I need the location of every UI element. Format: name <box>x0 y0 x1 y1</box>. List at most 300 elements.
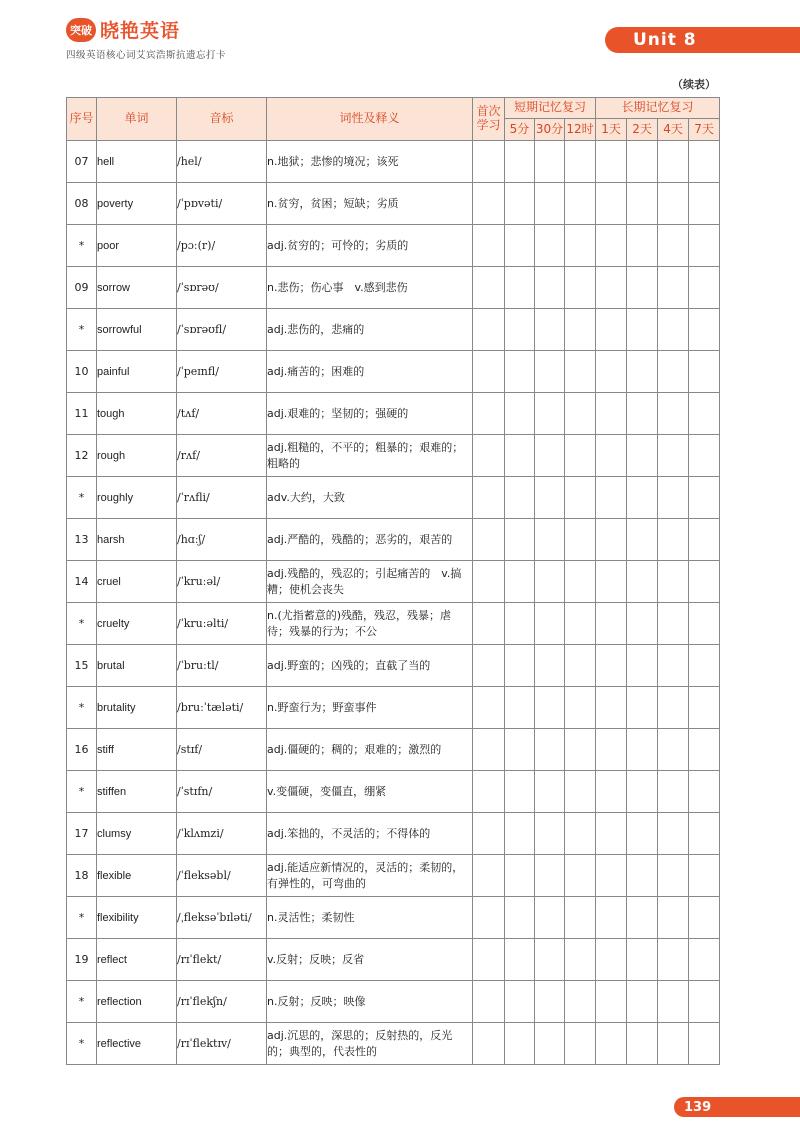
row-number: * <box>67 687 97 729</box>
table-row <box>67 183 720 225</box>
review-checkbox-cell[interactable] <box>658 393 689 435</box>
review-checkbox-cell[interactable] <box>473 519 505 561</box>
header-ipa: 音标 <box>177 98 267 141</box>
review-checkbox-cell[interactable] <box>565 771 596 813</box>
review-checkbox-cell[interactable] <box>627 225 658 267</box>
review-checkbox-cell[interactable] <box>658 855 689 897</box>
brand-logo <box>66 16 180 43</box>
review-checkbox-cell[interactable] <box>596 141 627 183</box>
review-checkbox-cell[interactable] <box>535 393 565 435</box>
review-checkbox-cell[interactable] <box>658 645 689 687</box>
review-checkbox-cell[interactable] <box>658 309 689 351</box>
row-word: sorrowful <box>97 309 177 351</box>
review-checkbox-cell[interactable] <box>505 813 535 855</box>
review-checkbox-cell[interactable] <box>565 981 596 1023</box>
review-checkbox-cell[interactable] <box>689 141 720 183</box>
header-first-study: 首次学习 <box>473 98 505 141</box>
review-checkbox-cell[interactable] <box>565 813 596 855</box>
table-row <box>67 519 720 561</box>
review-checkbox-cell[interactable] <box>505 939 535 981</box>
review-checkbox-cell[interactable] <box>473 183 505 225</box>
review-checkbox-cell[interactable] <box>596 645 627 687</box>
page-number: 139 <box>674 1097 800 1117</box>
row-word: brutal <box>97 645 177 687</box>
review-checkbox-cell[interactable] <box>535 729 565 771</box>
row-phonetic: /ˈkruːəl/ <box>177 561 267 603</box>
row-word: stiffen <box>97 771 177 813</box>
row-number: 19 <box>67 939 97 981</box>
review-checkbox-cell[interactable] <box>565 351 596 393</box>
review-checkbox-cell[interactable] <box>535 897 565 939</box>
table-row <box>67 939 720 981</box>
table-row <box>67 435 720 477</box>
review-checkbox-cell[interactable] <box>565 603 596 645</box>
review-checkbox-cell[interactable] <box>505 561 535 603</box>
review-checkbox-cell[interactable] <box>535 561 565 603</box>
review-checkbox-cell[interactable] <box>473 645 505 687</box>
review-checkbox-cell[interactable] <box>535 813 565 855</box>
table-row <box>67 813 720 855</box>
review-checkbox-cell[interactable] <box>565 519 596 561</box>
row-word: harsh <box>97 519 177 561</box>
table-row <box>67 897 720 939</box>
logo-badge: 突破 <box>66 18 96 42</box>
row-word: cruelty <box>97 603 177 645</box>
review-checkbox-cell[interactable] <box>627 645 658 687</box>
header-no: 序号 <box>67 98 97 141</box>
row-phonetic: /ˈstɪfn/ <box>177 771 267 813</box>
row-number: 13 <box>67 519 97 561</box>
review-checkbox-cell[interactable] <box>596 309 627 351</box>
review-checkbox-cell[interactable] <box>505 477 535 519</box>
review-checkbox-cell[interactable] <box>596 225 627 267</box>
review-checkbox-cell[interactable] <box>473 477 505 519</box>
review-checkbox-cell[interactable] <box>658 981 689 1023</box>
review-checkbox-cell[interactable] <box>596 687 627 729</box>
row-phonetic: /ˈkruːəlti/ <box>177 603 267 645</box>
header-short-col: 30分 <box>535 119 565 141</box>
review-checkbox-cell[interactable] <box>473 981 505 1023</box>
row-number: * <box>67 477 97 519</box>
row-phonetic: /hel/ <box>177 141 267 183</box>
row-phonetic: /ˈbruːtl/ <box>177 645 267 687</box>
review-checkbox-cell[interactable] <box>627 981 658 1023</box>
header-short-term-review: 短期记忆复习 <box>505 98 596 119</box>
header-long-term-review: 长期记忆复习 <box>596 98 720 119</box>
review-checkbox-cell[interactable] <box>689 267 720 309</box>
review-checkbox-cell[interactable] <box>627 687 658 729</box>
review-checkbox-cell[interactable] <box>596 981 627 1023</box>
review-checkbox-cell[interactable] <box>505 351 535 393</box>
review-checkbox-cell[interactable] <box>689 981 720 1023</box>
review-checkbox-cell[interactable] <box>627 519 658 561</box>
header-short-col: 12时 <box>565 119 596 141</box>
table-row <box>67 771 720 813</box>
row-number: 15 <box>67 645 97 687</box>
row-phonetic: /ˈsɒrəʊ/ <box>177 267 267 309</box>
row-phonetic: /ˈfleksəbl/ <box>177 855 267 897</box>
row-definition: n.(尤指蓄意的)残酷，残忍，残暴；虐待；残暴的行为；不公 <box>267 603 473 645</box>
review-checkbox-cell[interactable] <box>565 1023 596 1065</box>
review-checkbox-cell[interactable] <box>627 351 658 393</box>
review-checkbox-cell[interactable] <box>689 939 720 981</box>
table-row <box>67 981 720 1023</box>
review-checkbox-cell[interactable] <box>596 1023 627 1065</box>
review-checkbox-cell[interactable] <box>565 435 596 477</box>
row-definition: n.灵活性；柔韧性 <box>267 897 473 939</box>
review-checkbox-cell[interactable] <box>473 939 505 981</box>
review-checkbox-cell[interactable] <box>565 729 596 771</box>
review-checkbox-cell[interactable] <box>535 855 565 897</box>
review-checkbox-cell[interactable] <box>596 897 627 939</box>
review-checkbox-cell[interactable] <box>473 435 505 477</box>
review-checkbox-cell[interactable] <box>627 267 658 309</box>
review-checkbox-cell[interactable] <box>473 687 505 729</box>
review-checkbox-cell[interactable] <box>689 603 720 645</box>
review-checkbox-cell[interactable] <box>565 645 596 687</box>
review-checkbox-cell[interactable] <box>658 897 689 939</box>
row-definition: adj.沉思的，深思的；反射热的，反光的；典型的，代表性的 <box>267 1023 473 1065</box>
review-checkbox-cell[interactable] <box>689 771 720 813</box>
review-checkbox-cell[interactable] <box>596 519 627 561</box>
row-word: cruel <box>97 561 177 603</box>
review-checkbox-cell[interactable] <box>565 393 596 435</box>
row-definition: adj.严酷的，残酷的；恶劣的，艰苦的 <box>267 519 473 561</box>
table-row <box>67 393 720 435</box>
review-checkbox-cell[interactable] <box>505 435 535 477</box>
table-row <box>67 225 720 267</box>
review-checkbox-cell[interactable] <box>596 771 627 813</box>
review-checkbox-cell[interactable] <box>473 603 505 645</box>
row-definition: adj.艰难的；坚韧的；强硬的 <box>267 393 473 435</box>
review-checkbox-cell[interactable] <box>505 519 535 561</box>
review-checkbox-cell[interactable] <box>505 267 535 309</box>
table-row <box>67 645 720 687</box>
review-checkbox-cell[interactable] <box>505 729 535 771</box>
row-number: 12 <box>67 435 97 477</box>
review-checkbox-cell[interactable] <box>627 771 658 813</box>
row-word: reflection <box>97 981 177 1023</box>
review-checkbox-cell[interactable] <box>627 309 658 351</box>
row-number: 09 <box>67 267 97 309</box>
header-short-col: 5分 <box>505 119 535 141</box>
review-checkbox-cell[interactable] <box>596 183 627 225</box>
row-phonetic: /ˈpɒvəti/ <box>177 183 267 225</box>
review-checkbox-cell[interactable] <box>658 141 689 183</box>
review-checkbox-cell[interactable] <box>535 351 565 393</box>
row-phonetic: /ˈrʌfli/ <box>177 477 267 519</box>
review-checkbox-cell[interactable] <box>658 561 689 603</box>
review-checkbox-cell[interactable] <box>627 1023 658 1065</box>
review-checkbox-cell[interactable] <box>473 309 505 351</box>
header-long-col: 7天 <box>689 119 720 141</box>
review-checkbox-cell[interactable] <box>658 477 689 519</box>
review-checkbox-cell[interactable] <box>596 561 627 603</box>
row-number: 08 <box>67 183 97 225</box>
review-checkbox-cell[interactable] <box>565 183 596 225</box>
row-definition: adj.僵硬的；稠的；艰难的；激烈的 <box>267 729 473 771</box>
page-subtitle: 四级英语核心词艾宾浩斯抗遗忘打卡 <box>66 50 227 61</box>
review-checkbox-cell[interactable] <box>596 813 627 855</box>
review-checkbox-cell[interactable] <box>565 897 596 939</box>
review-checkbox-cell[interactable] <box>627 141 658 183</box>
review-checkbox-cell[interactable] <box>565 225 596 267</box>
review-checkbox-cell[interactable] <box>473 351 505 393</box>
review-checkbox-cell[interactable] <box>505 603 535 645</box>
table-row <box>67 729 720 771</box>
row-number: * <box>67 1023 97 1065</box>
header-word: 单词 <box>97 98 177 141</box>
review-checkbox-cell[interactable] <box>596 393 627 435</box>
review-checkbox-cell[interactable] <box>596 603 627 645</box>
review-checkbox-cell[interactable] <box>473 729 505 771</box>
review-checkbox-cell[interactable] <box>627 477 658 519</box>
review-checkbox-cell[interactable] <box>596 855 627 897</box>
row-word: hell <box>97 141 177 183</box>
review-checkbox-cell[interactable] <box>658 1023 689 1065</box>
table-row <box>67 603 720 645</box>
review-checkbox-cell[interactable] <box>596 351 627 393</box>
row-phonetic: /bruːˈtæləti/ <box>177 687 267 729</box>
row-phonetic: /rɪˈflekʃn/ <box>177 981 267 1023</box>
review-checkbox-cell[interactable] <box>473 771 505 813</box>
row-phonetic: /pɔː(r)/ <box>177 225 267 267</box>
review-checkbox-cell[interactable] <box>505 981 535 1023</box>
review-checkbox-cell[interactable] <box>473 897 505 939</box>
review-checkbox-cell[interactable] <box>535 183 565 225</box>
review-checkbox-cell[interactable] <box>565 477 596 519</box>
review-checkbox-cell[interactable] <box>689 519 720 561</box>
row-number: * <box>67 225 97 267</box>
row-word: flexibility <box>97 897 177 939</box>
row-definition: n.反射；反映；映像 <box>267 981 473 1023</box>
table-row <box>67 855 720 897</box>
table-row <box>67 1023 720 1065</box>
table-row <box>67 141 720 183</box>
review-checkbox-cell[interactable] <box>596 477 627 519</box>
vocabulary-table <box>66 97 720 1065</box>
review-checkbox-cell[interactable] <box>535 939 565 981</box>
row-phonetic: /hɑːʃ/ <box>177 519 267 561</box>
review-checkbox-cell[interactable] <box>505 225 535 267</box>
review-checkbox-cell[interactable] <box>658 225 689 267</box>
row-phonetic: /ˌfleksəˈbɪləti/ <box>177 897 267 939</box>
table-row <box>67 687 720 729</box>
row-word: reflect <box>97 939 177 981</box>
row-phonetic: /ˈsɒrəʊfl/ <box>177 309 267 351</box>
review-checkbox-cell[interactable] <box>689 561 720 603</box>
review-checkbox-cell[interactable] <box>689 687 720 729</box>
review-checkbox-cell[interactable] <box>689 225 720 267</box>
continued-label: （续表） <box>672 78 716 91</box>
brand-name: 晓艳英语 <box>100 20 181 42</box>
review-checkbox-cell[interactable] <box>627 897 658 939</box>
review-checkbox-cell[interactable] <box>596 267 627 309</box>
review-checkbox-cell[interactable] <box>689 645 720 687</box>
row-phonetic: /rʌf/ <box>177 435 267 477</box>
review-checkbox-cell[interactable] <box>689 813 720 855</box>
row-definition: adj.野蛮的；凶残的；直截了当的 <box>267 645 473 687</box>
review-checkbox-cell[interactable] <box>505 645 535 687</box>
table-row <box>67 477 720 519</box>
review-checkbox-cell[interactable] <box>505 309 535 351</box>
review-checkbox-cell[interactable] <box>658 519 689 561</box>
row-definition: n.地狱；悲惨的境况；该死 <box>267 141 473 183</box>
row-definition: adj.痛苦的；困难的 <box>267 351 473 393</box>
row-definition: adv.大约，大致 <box>267 477 473 519</box>
row-definition: adj.残酷的，残忍的；引起痛苦的 v.搞糟；使机会丧失 <box>267 561 473 603</box>
review-checkbox-cell[interactable] <box>689 309 720 351</box>
review-checkbox-cell[interactable] <box>505 141 535 183</box>
review-checkbox-cell[interactable] <box>535 603 565 645</box>
review-checkbox-cell[interactable] <box>627 603 658 645</box>
review-checkbox-cell[interactable] <box>658 435 689 477</box>
row-phonetic: /ˈpeɪnfl/ <box>177 351 267 393</box>
review-checkbox-cell[interactable] <box>473 225 505 267</box>
row-word: brutality <box>97 687 177 729</box>
review-checkbox-cell[interactable] <box>658 603 689 645</box>
review-checkbox-cell[interactable] <box>473 855 505 897</box>
review-checkbox-cell[interactable] <box>505 771 535 813</box>
row-word: poor <box>97 225 177 267</box>
review-checkbox-cell[interactable] <box>535 981 565 1023</box>
review-checkbox-cell[interactable] <box>535 687 565 729</box>
row-word: roughly <box>97 477 177 519</box>
header-long-col: 2天 <box>627 119 658 141</box>
review-checkbox-cell[interactable] <box>535 1023 565 1065</box>
review-checkbox-cell[interactable] <box>658 351 689 393</box>
header-long-col: 4天 <box>658 119 689 141</box>
review-checkbox-cell[interactable] <box>689 435 720 477</box>
row-number: * <box>67 897 97 939</box>
row-word: clumsy <box>97 813 177 855</box>
row-definition: adj.悲伤的，悲痛的 <box>267 309 473 351</box>
review-checkbox-cell[interactable] <box>596 435 627 477</box>
row-phonetic: /rɪˈflekt/ <box>177 939 267 981</box>
row-definition: n.悲伤；伤心事 v.感到悲伤 <box>267 267 473 309</box>
review-checkbox-cell[interactable] <box>627 729 658 771</box>
review-checkbox-cell[interactable] <box>535 477 565 519</box>
row-definition: v.变僵硬，变僵直，绷紧 <box>267 771 473 813</box>
review-checkbox-cell[interactable] <box>658 813 689 855</box>
row-definition: adj.粗糙的，不平的；粗暴的；艰难的；粗略的 <box>267 435 473 477</box>
row-word: painful <box>97 351 177 393</box>
review-checkbox-cell[interactable] <box>473 561 505 603</box>
row-definition: v.反射；反映；反省 <box>267 939 473 981</box>
row-number: * <box>67 981 97 1023</box>
review-checkbox-cell[interactable] <box>596 729 627 771</box>
review-checkbox-cell[interactable] <box>473 267 505 309</box>
review-checkbox-cell[interactable] <box>505 393 535 435</box>
review-checkbox-cell[interactable] <box>565 141 596 183</box>
review-checkbox-cell[interactable] <box>535 771 565 813</box>
review-checkbox-cell[interactable] <box>505 897 535 939</box>
review-checkbox-cell[interactable] <box>689 897 720 939</box>
review-checkbox-cell[interactable] <box>565 309 596 351</box>
review-checkbox-cell[interactable] <box>535 645 565 687</box>
review-checkbox-cell[interactable] <box>565 939 596 981</box>
review-checkbox-cell[interactable] <box>505 687 535 729</box>
row-number: 17 <box>67 813 97 855</box>
row-word: tough <box>97 393 177 435</box>
review-checkbox-cell[interactable] <box>473 393 505 435</box>
row-word: rough <box>97 435 177 477</box>
row-word: sorrow <box>97 267 177 309</box>
review-checkbox-cell[interactable] <box>535 141 565 183</box>
review-checkbox-cell[interactable] <box>689 855 720 897</box>
review-checkbox-cell[interactable] <box>627 183 658 225</box>
row-number: 10 <box>67 351 97 393</box>
review-checkbox-cell[interactable] <box>535 519 565 561</box>
review-checkbox-cell[interactable] <box>627 561 658 603</box>
review-checkbox-cell[interactable] <box>689 1023 720 1065</box>
row-phonetic: /stɪf/ <box>177 729 267 771</box>
review-checkbox-cell[interactable] <box>535 267 565 309</box>
row-number: * <box>67 771 97 813</box>
review-checkbox-cell[interactable] <box>627 939 658 981</box>
row-definition: adj.能适应新情况的，灵活的；柔韧的，有弹性的，可弯曲的 <box>267 855 473 897</box>
review-checkbox-cell[interactable] <box>473 141 505 183</box>
review-checkbox-cell[interactable] <box>627 813 658 855</box>
review-checkbox-cell[interactable] <box>658 267 689 309</box>
row-number: 07 <box>67 141 97 183</box>
review-checkbox-cell[interactable] <box>565 561 596 603</box>
review-checkbox-cell[interactable] <box>505 183 535 225</box>
review-checkbox-cell[interactable] <box>689 393 720 435</box>
row-word: stiff <box>97 729 177 771</box>
row-phonetic: /tʌf/ <box>177 393 267 435</box>
table-row <box>67 351 720 393</box>
review-checkbox-cell[interactable] <box>596 939 627 981</box>
review-checkbox-cell[interactable] <box>658 939 689 981</box>
row-phonetic: /rɪˈflektɪv/ <box>177 1023 267 1065</box>
row-definition: n.贫穷，贫困；短缺；劣质 <box>267 183 473 225</box>
review-checkbox-cell[interactable] <box>505 855 535 897</box>
row-number: 11 <box>67 393 97 435</box>
review-checkbox-cell[interactable] <box>535 225 565 267</box>
review-checkbox-cell[interactable] <box>505 1023 535 1065</box>
row-word: poverty <box>97 183 177 225</box>
row-number: * <box>67 603 97 645</box>
review-checkbox-cell[interactable] <box>658 729 689 771</box>
review-checkbox-cell[interactable] <box>658 183 689 225</box>
review-checkbox-cell[interactable] <box>689 477 720 519</box>
review-checkbox-cell[interactable] <box>535 435 565 477</box>
review-checkbox-cell[interactable] <box>565 267 596 309</box>
row-number: 14 <box>67 561 97 603</box>
review-checkbox-cell[interactable] <box>658 687 689 729</box>
table-row <box>67 267 720 309</box>
review-checkbox-cell[interactable] <box>535 309 565 351</box>
row-number: 16 <box>67 729 97 771</box>
review-checkbox-cell[interactable] <box>565 687 596 729</box>
review-checkbox-cell[interactable] <box>689 351 720 393</box>
review-checkbox-cell[interactable] <box>627 435 658 477</box>
review-checkbox-cell[interactable] <box>473 1023 505 1065</box>
row-word: flexible <box>97 855 177 897</box>
review-checkbox-cell[interactable] <box>627 393 658 435</box>
header-long-col: 1天 <box>596 119 627 141</box>
review-checkbox-cell[interactable] <box>627 855 658 897</box>
table-row <box>67 561 720 603</box>
review-checkbox-cell[interactable] <box>689 183 720 225</box>
review-checkbox-cell[interactable] <box>658 771 689 813</box>
review-checkbox-cell[interactable] <box>473 813 505 855</box>
row-word: reflective <box>97 1023 177 1065</box>
unit-tab: Unit 8 <box>605 27 800 53</box>
review-checkbox-cell[interactable] <box>689 729 720 771</box>
review-checkbox-cell[interactable] <box>565 855 596 897</box>
